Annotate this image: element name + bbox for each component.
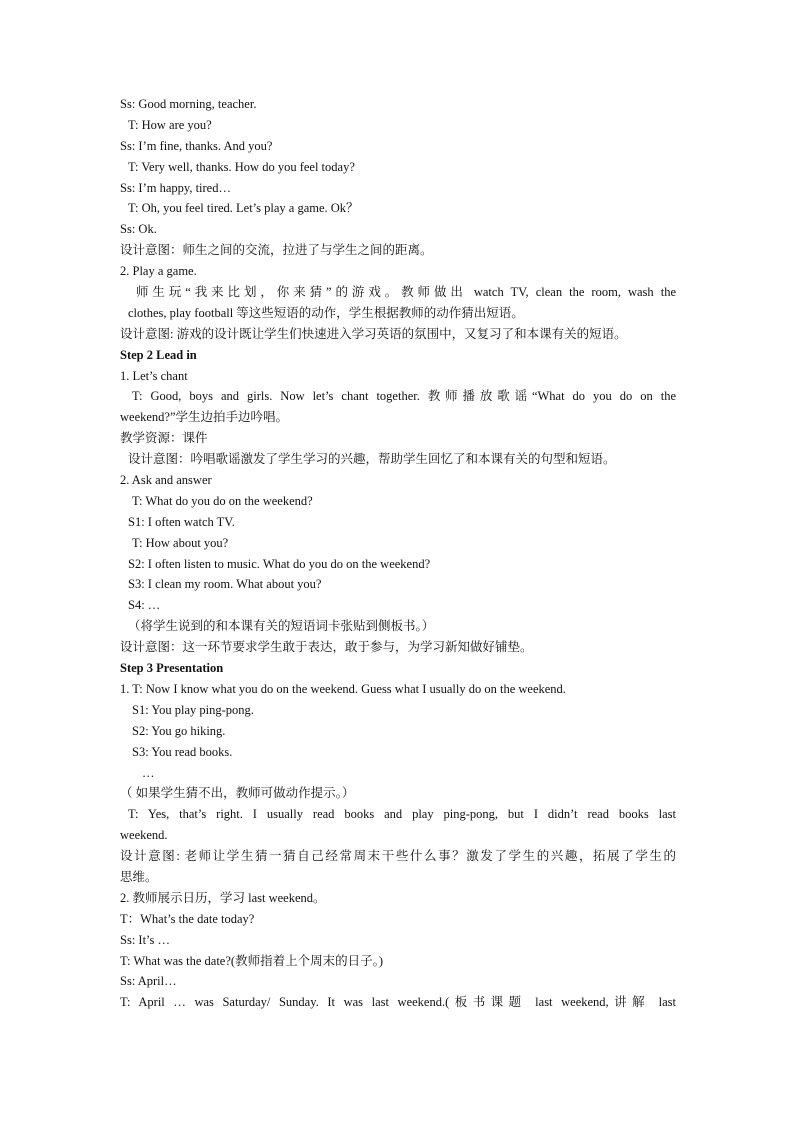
text-line: S3: I clean my room. What about you? [128,577,322,592]
text-line: T: Yes, that’s right. I usually read books and play ping-pong, but I didn’t read books last [128,807,676,822]
text-line: Step 2 Lead in [120,347,197,362]
text-line: T: Oh, you feel tired. Let’s play a game. Ok？ [128,201,359,216]
text-line: T: How are you? [128,117,212,132]
text-line: Ss: Ok. [120,222,157,237]
text-line: T: Good, boys and girls. Now let’s chant together. 教师播放歌谣“What do you do on the [132,389,676,404]
text-line: Ss: I’m fine, thanks. And you? [120,138,273,153]
text-line: weekend. [120,828,168,843]
text-line: 设计意图：这一环节要求学生敢于表达，敢于参与，为学习新知做好铺垫。 [120,640,533,655]
text-line: Ss: Good morning, teacher. [120,97,257,111]
text-line: S1: I often watch TV. [128,514,235,529]
text-line: S4: … [128,598,161,613]
text-line: （将学生说到的和本课有关的短语词卡张贴到侧板书。） [128,619,435,634]
text-line: 教学资源：课件 [120,431,208,446]
text-line: T: Very well, thanks. How do you feel today? [128,159,355,174]
text-line: 设计意图: 老师让学生猜一猜自己经常周末干些什么事？激发了学生的兴趣，拓展了学生的 [120,849,676,864]
text-line: Step 3 Presentation [120,661,224,676]
text-line: 2. Ask and answer [120,473,212,488]
text-line: 思维。 [120,869,158,884]
text-line: Ss: It’s … [120,932,171,947]
text-line: （ 如果学生猜不出，教师可做动作提示。） [120,786,355,801]
text-line: 设计意图：吟唱歌谣激发了学生学习的兴趣，帮助学生回忆了和本课有关的句型和短语。 [128,452,616,467]
text-line: 2. Play a game. [120,264,197,279]
document-page [120,94,676,1013]
text-line: weekend?”学生边拍手边吟唱。 [120,410,289,425]
text-line: 1. T: Now I know what you do on the weekend. Guess what I usually do on the weekend. [120,681,566,696]
text-line: 设计意图：师生之间的交流，拉进了与学生之间的距离。 [120,243,433,258]
text-line: … [142,765,155,780]
text-line: S3: You read books. [132,744,233,759]
text-line: S2: You go hiking. [132,723,226,738]
text-line: T: What was the date?(教师指着上个周末的日子。) [120,953,383,968]
text-line: clothes, play football 等这些短语的动作，学生根据教师的动作猜出短语。 [128,305,524,320]
text-line: 师生玩“我来比划，你来猜”的游戏。教师做出 watch TV, clean the room, wash the [136,285,676,300]
text-line: S2: I often listen to music. What do you do on the weekend? [128,556,431,571]
text-line: Ss: I’m happy, tired… [120,180,231,195]
text-line: 设计意图: 游戏的设计既让学生们快速进入学习英语的氛围中，又复习了和本课有关的短语。 [120,326,627,341]
text-line: S1: You play ping-pong. [132,702,254,717]
text-line: 1. Let’s chant [120,368,188,383]
text-line: T：What’s the date today? [120,911,255,926]
text-line: T: How about you? [132,535,229,550]
text-line: T: What do you do on the weekend? [132,493,313,508]
text-line: 2. 教师展示日历，学习 last weekend。 [120,890,326,905]
text-line: T: April … was Saturday/ Sunday. It was last weekend.(板书课题 last weekend,讲解 last [120,995,676,1010]
text-line: Ss: April… [120,974,177,989]
